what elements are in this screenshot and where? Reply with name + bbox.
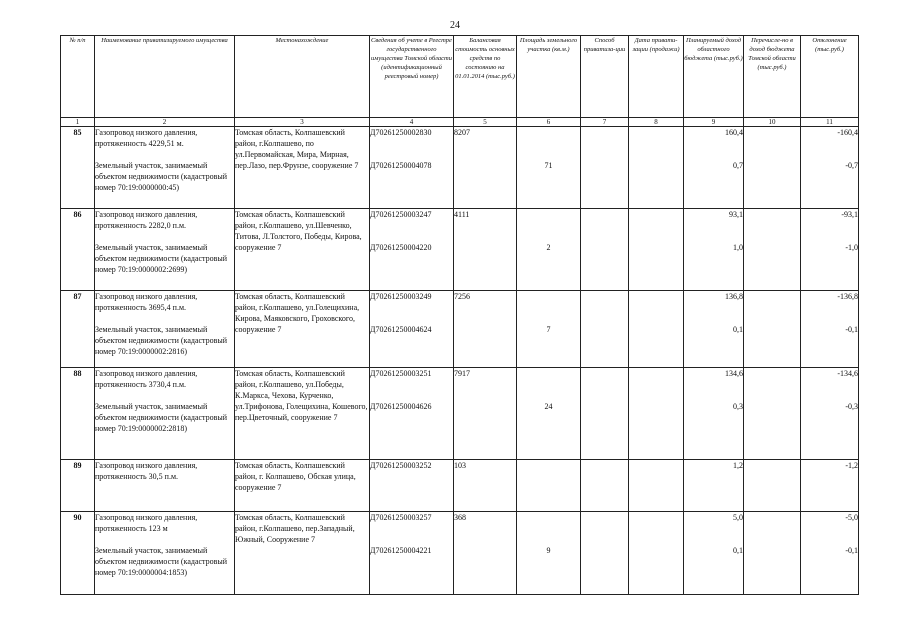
table-row [61, 127, 859, 209]
planned-income: 134,6 [725, 369, 743, 378]
registry-number-land: Д70261250004221 [370, 546, 432, 555]
column-header: Дата привати-зации (продажи) [629, 36, 684, 118]
registry-number: Д70261250002830 [370, 128, 432, 137]
row-index: 90 [73, 513, 82, 522]
column-number: 8 [629, 118, 684, 127]
land-area: 9 [546, 546, 551, 555]
column-number: 1 [61, 118, 95, 127]
land-area: 24 [544, 402, 553, 411]
column-number: 7 [581, 118, 629, 127]
registry-number-land: Д70261250004624 [370, 325, 432, 334]
table-row [61, 512, 859, 595]
object-name: Газопровод низкого давления, протяженность 3730,4 п.м. [95, 369, 198, 389]
land-plot-description: Земельный участок, занимаемый объектом недвижимости (кадастровый номер 70:19:0000002:2818) [95, 402, 228, 433]
table-row [61, 368, 859, 460]
column-number: 2 [95, 118, 235, 127]
object-name: Газопровод низкого давления, протяженность 30,5 п.м. [95, 461, 198, 481]
deviation: -160,4 [837, 128, 858, 137]
page-number: 24 [450, 20, 460, 31]
column-header: № п/п [61, 36, 95, 118]
land-area: 2 [546, 243, 551, 252]
deviation: -1,2 [845, 461, 858, 470]
object-name: Газопровод низкого давления, протяженность 123 м [95, 513, 198, 533]
planned-income-land: 1,0 [733, 243, 743, 252]
planned-income-land: 0,7 [733, 161, 743, 170]
object-name: Газопровод низкого давления, протяженность 2282,0 п.м. [95, 210, 198, 230]
planned-income: 136,8 [725, 292, 743, 301]
column-header: Балансовая стоимость основных средств по состоянию на 01.01.2014 (тыс.руб.) [454, 36, 517, 118]
column-header: Сведения об учете в Реестре государственного имущества Томской области (идентификационный реестровый номер) [370, 36, 454, 118]
planned-income-land: 0,1 [733, 325, 743, 334]
deviation-land: -0,3 [845, 402, 858, 411]
row-index: 86 [73, 210, 82, 219]
land-plot-description: Земельный участок, занимаемый объектом недвижимости (кадастровый номер 70:19:0000000:45) [95, 161, 228, 192]
planned-income: 1,2 [733, 461, 743, 470]
column-header: Площадь земельного участка (кв.м.) [517, 36, 581, 118]
location: Томская область, Колпашевский район, г.Колпашево, ул.Шевченко, Титова, Л.Толстого, Победы, Кирова, сооружение 7 [235, 210, 362, 252]
table-row [61, 209, 859, 291]
registry-number: Д70261250003252 [370, 461, 432, 470]
row-index: 85 [73, 128, 82, 137]
deviation: -93,1 [841, 210, 858, 219]
deviation-land: -0,1 [845, 546, 858, 555]
registry-number-land: Д70261250004078 [370, 161, 432, 170]
location: Томская область, Колпашевский район, г.Колпашево, пер.Западный, Южный, Сооружение 7 [235, 513, 355, 544]
land-plot-description: Земельный участок, занимаемый объектом недвижимости (кадастровый номер 70:19:0000002:2699) [95, 243, 228, 274]
balance-value: 4111 [454, 210, 470, 219]
land-plot-description: Земельный участок, занимаемый объектом недвижимости (кадастровый номер 70:19:0000002:2816) [95, 325, 228, 356]
column-number: 3 [235, 118, 370, 127]
column-header: Отклонение (тыс.руб.) [801, 36, 859, 118]
row-index: 89 [73, 461, 82, 470]
header-row [61, 36, 859, 118]
balance-value: 7917 [454, 369, 470, 378]
deviation: -134,6 [837, 369, 858, 378]
registry-number-land: Д70261250004220 [370, 243, 432, 252]
land-plot-description: Земельный участок, занимаемый объектом недвижимости (кадастровый номер 70:19:0000004:1853) [95, 546, 228, 577]
deviation: -5,0 [845, 513, 858, 522]
location: Томская область, Колпашевский район, г.Колпашево, ул.Победы, К.Маркса, Чехова, Курченко, ул.Трифонова, Голещихина, Кошевого, пер.Цветочный, сооружение 7 [235, 369, 368, 422]
planned-income: 93,1 [729, 210, 743, 219]
privatization-table [60, 35, 859, 595]
location: Томская область, Колпашевский район, г.Колпашево, ул.Голещихина, Кирова, Маяковского, Гроховского, сооружение 7 [235, 292, 360, 334]
deviation: -136,8 [837, 292, 858, 301]
column-header: Перечисле-но в доход бюджета Томской области (тыс.руб.) [744, 36, 801, 118]
registry-number: Д70261250003251 [370, 369, 432, 378]
column-number: 5 [454, 118, 517, 127]
registry-number: Д70261250003247 [370, 210, 432, 219]
row-index: 88 [73, 369, 82, 378]
column-header: Наименование приватизируемого имущества [95, 36, 235, 118]
location: Томская область, Колпашевский район, г. Колпашево, Обская улица, сооружение 7 [235, 461, 356, 492]
land-area: 71 [544, 161, 553, 170]
column-header: Планируемый доход областного бюджета (тыс.руб.) [684, 36, 744, 118]
column-number: 10 [744, 118, 801, 127]
balance-value: 8207 [454, 128, 470, 137]
table-body [61, 127, 859, 595]
land-area: 7 [546, 325, 551, 334]
table-row [61, 291, 859, 368]
planned-income: 5,0 [733, 513, 743, 522]
planned-income-land: 0,3 [733, 402, 743, 411]
deviation-land: -1,0 [845, 243, 858, 252]
planned-income: 160,4 [725, 128, 743, 137]
planned-income-land: 0,1 [733, 546, 743, 555]
table-row [61, 460, 859, 512]
balance-value: 368 [454, 513, 466, 522]
object-name: Газопровод низкого давления, протяженность 3695,4 п.м. [95, 292, 198, 312]
balance-value: 7256 [454, 292, 470, 301]
column-header: Местонахождение [235, 36, 370, 118]
row-index: 87 [73, 292, 82, 301]
registry-number-land: Д70261250004626 [370, 402, 432, 411]
column-header: Способ приватиза-ции [581, 36, 629, 118]
deviation-land: -0,7 [845, 161, 858, 170]
column-number: 11 [801, 118, 859, 127]
column-number: 4 [370, 118, 454, 127]
balance-value: 103 [454, 461, 466, 470]
column-number: 6 [517, 118, 581, 127]
registry-number: Д70261250003249 [370, 292, 432, 301]
location: Томская область, Колпашевский район, г.Колпашево, по ул.Первомайская, Мира, Мирная, пер.Лазо, пер.Фрунзе, сооружение 7 [235, 128, 359, 170]
column-number-row [61, 118, 859, 127]
registry-number: Д70261250003257 [370, 513, 432, 522]
column-number: 9 [684, 118, 744, 127]
deviation-land: -0,1 [845, 325, 858, 334]
object-name: Газопровод низкого давления, протяженность 4229,51 м. [95, 128, 198, 148]
